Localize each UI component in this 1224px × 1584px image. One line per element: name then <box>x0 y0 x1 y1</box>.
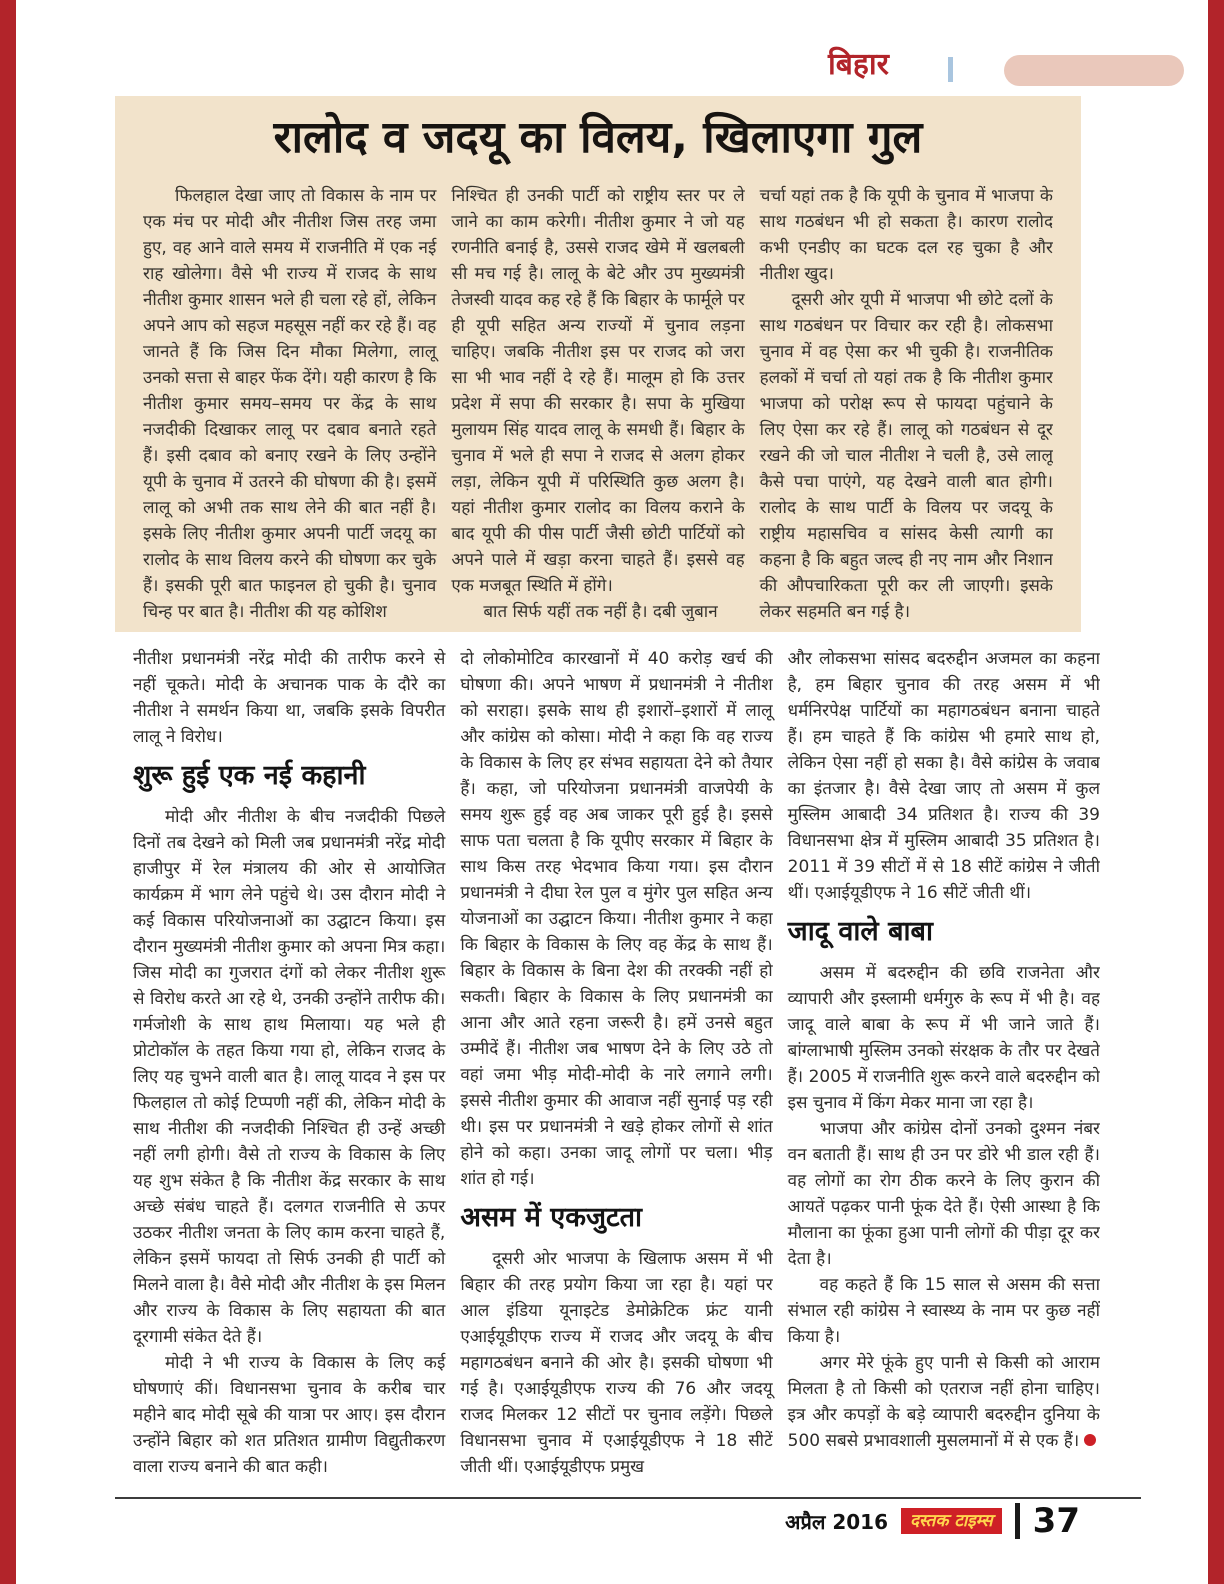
paragraph: वह कहते हैं कि 15 साल से असम की सत्ता संभाल रही कांग्रेस ने स्वास्थ्य के नाम पर कुछ नहीं किया है। <box>787 1275 1100 1348</box>
body-column-3 <box>788 646 1100 1482</box>
paragraph: मोदी और नीतीश के बीच नजदीकी पिछले दिनों तब देखने को मिली जब प्रधानमंत्री नरेंद्र मोदी हाजीपुर में रेल मंत्रालय की ओर से आयोजित कार्यक्रम में भाग लेने पहुंचे थे। उस दौरान मोदी ने कई विकास परियोजनाओं का उद्घाटन किया। इस दौरान मुख्यमंत्री नीतीश कुमार को अपना मित्र कहा। जिस मोदी का गुजरात दंगों को लेकर नीतीश शुरू से विरोध करते आ रहे थे, उनकी उन्होंने तारीफ की। गर्मजोशी के साथ हाथ मिलाया। यह भले ही प्रोटोकॉल के तहत किया गया हो, लेकिन राजद के लिए यह चुभने वाली बात है। लालू यादव ने इस पर फिलहाल तो कोई टिप्पणी नहीं की, लेकिन मोदी के साथ नीतीश की नजदीकी निश्चित ही उन्हें अच्छी नहीं लगी होगी। वैसे तो राज्य के विकास के लिए यह शुभ संकेत है कि नीतीश केंद्र सरकार के साथ अच्छे संबंध चाहते हैं। दलगत राजनीति से ऊपर उठकर नीतीश जनता के लिए काम करना चाहते हैं, लेकिन इसमें फायदा तो सिर्फ उनकी ही पार्टी को मिलने वाला है। वैसे मोदी और नीतीश के इस मिलन और राज्य के विकास के लिए सहायता की बात दूरगामी संकेत देते हैं। <box>133 807 446 1348</box>
footer-rule <box>115 1497 1141 1499</box>
paragraph: बात सिर्फ यहीं तक नहीं है। दबी जुबान <box>483 602 718 621</box>
article-end-dot-icon <box>1084 1434 1096 1446</box>
section-label: बिहार <box>828 47 889 82</box>
paragraph: नीतीश प्रधानमंत्री नरेंद्र मोदी की तारीफ करने से नहीं चूकते। मोदी के अचानक पाक के दौरे का नीतीश ने समर्थन किया था, जबकि इसके विपरीत लालू ने विरोध। <box>133 649 446 747</box>
footer-date: अप्रैल 2016 <box>785 1509 889 1534</box>
subheading: जादू वाले बाबा <box>787 916 933 947</box>
paragraph: भाजपा और कांग्रेस दोनों उनको दुश्मन नंबर वन बताती हैं। साथ ही उन पर डोरे भी डाल रही हैं। वह लोगों का रोग ठीक करने के लिए कुरान की आयतें पढ़कर पानी फूंक देते हैं। ऐसी आस्था है कि मौलाना का फूंका हुआ पानी लोगों की पीड़ा दूर कर देता है। <box>787 1119 1100 1270</box>
paragraph: दूसरी ओर भाजपा के खिलाफ असम में भी बिहार की तरह प्रयोग किया जा रहा है। यहां पर आल इंडिया यूनाइटेड डेमोक्रेटिक फ्रंट यानी एआईयूडीएफ राज्य में राजद और जदयू के बीच महागठबंधन बनाने की ओर है। इसकी घोषणा भी गई है। एआईयूडीएफ राज्य की 76 और जदयू राजद मिलकर 12 सीटों पर चुनाव लड़ेंगे। पिछले विधानसभा चुनाव में एआईयूडीएफ ने 18 सीटें जीती थीं। एआईयूडीएफ प्रमुख <box>460 1249 773 1478</box>
lead-story-box <box>115 96 1081 632</box>
subheading: असम में एकजुटता <box>460 1202 642 1233</box>
right-border-stripe <box>1208 0 1224 1584</box>
paragraph: चर्चा यहां तक है कि यूपी के चुनाव में भाजपा के साथ गठबंधन भी हो सकता है। कारण रालोद कभी एनडीए का घटक दल रह चुका है और नीतीश खुद। <box>759 186 1053 284</box>
body-columns <box>133 646 1100 1482</box>
page-number: 37 <box>1032 1501 1080 1541</box>
footer <box>115 1503 1080 1539</box>
article-headline: रालोद व जदयू का विलय, खिलाएगा गुल <box>273 112 923 163</box>
paragraph: फिलहाल देखा जाए तो विकास के नाम पर एक मंच पर मोदी और नीतीश जिस तरह जमा हुए, वह आने वाले समय में राजनीति में एक नई राह खोलेगा। वैसे भी राज्य में राजद के साथ नीतीश कुमार शासन भले ही चला रहे हों, लेकिन अपने आप को सहज महसूस नहीं कर रहे हैं। वह जानते हैं कि जिस दिन मौका मिलेगा, लालू उनको सत्ता से बाहर फेंक देंगे। यही कारण है कि नीतीश कुमार समय–समय पर केंद्र के साथ नजदीकी दिखाकर लालू पर दबाव बनाते रहते हैं। इसी दबाव को बनाए रखने के लिए उन्होंने यूपी के चुनाव में उतरने की घोषणा की है। इसमें लालू को अभी तक साथ लेने की बात नहीं है। इसके लिए नीतीश कुमार अपनी पार्टी जदयू का रालोद के साथ विलय करने की घोषणा कर चुके हैं। इसकी पूरी बात फाइनल हो चुकी है। चुनाव चिन्ह पर बात है। नीतीश की यह कोशिश <box>143 186 437 621</box>
lead-column-2 <box>451 183 744 621</box>
paragraph: मोदी ने भी राज्य के विकास के लिए कई घोषणाएं कीं। विधानसभा चुनाव के करीब चार महीने बाद मोदी सूबे की यात्रा पर आए। इस दौरान उन्होंने बिहार को शत प्रतिशत ग्रामीण विद्युतीकरण वाला राज्य बनाने की बात कही। <box>133 1353 446 1478</box>
paragraph: दूसरी ओर यूपी में भाजपा भी छोटे दलों के साथ गठबंधन पर विचार कर रही है। लोकसभा चुनाव में वह ऐसा कर भी चुकी है। राजनीतिक हलकों में चर्चा तो यहां तक है कि नीतीश कुमार भाजपा को परोक्ष रूप से फायदा पहुंचाने के लिए ऐसा कर रहे हैं। लालू को गठबंधन से दूर रखने की जो चाल नीतीश ने चली है, उसे लालू कैसे पचा पाएंगे, यह देखने वाली बात होगी। रालोद के साथ पार्टी के विलय पर जदयू के राष्ट्रीय महासचिव व सांसद केसी त्यागी का कहना है कि बहुत जल्द ही नए नाम और निशान की औपचारिकता पूरी कर ली जाएगी। इसके लेकर सहमति बन गई है। <box>759 290 1053 621</box>
header-tick-decoration <box>948 57 953 82</box>
lead-story-columns <box>143 183 1053 621</box>
lead-column-3 <box>760 183 1053 621</box>
paragraph: दो लोकोमोटिव कारखानों में 40 करोड़ खर्च की घोषणा की। अपने भाषण में प्रधानमंत्री ने नीतीश को सराहा। इसके साथ ही इशारों–इशारों में लालू और कांग्रेस को कोसा। मोदी ने कहा कि वह राज्य के विकास के लिए हर संभव सहायता देने को तैयार हैं। कहा, जो परियोजना प्रधानमंत्री वाजपेयी के समय शुरू हुई वह अब जाकर पूरी हुई है। इससे साफ पता चलता है कि यूपीए सरकार में बिहार के साथ किस तरह भेदभाव किया गया। इस दौरान प्रधानमंत्री ने दीघा रेल पुल व मुंगेर पुल सहित अन्य योजनाओं का उद्घाटन किया। नीतीश कुमार ने कहा कि बिहार के विकास के लिए वह केंद्र के साथ हैं। बिहार के विकास के बिना देश की तरक्की नहीं हो सकती। बिहार के विकास के लिए प्रधानमंत्री का आना और आते रहना जरूरी है। हमें उनसे बहुत उम्मीदें हैं। नीतीश जब भाषण देने के लिए उठे तो वहां जमा भीड़ मोदी-मोदी के नारे लगाने लगी। इससे नीतीश कुमार की आवाज नहीं सुनाई पड़ रही थी। इस पर प्रधानमंत्री ने खड़े होकर लोगों से शांत होने को कहा। उनका जादू लोगों पर चला। भीड़ शांत हो गई। <box>460 649 773 1189</box>
left-border-stripe <box>0 0 16 1584</box>
subheading: शुरू हुई एक नई कहानी <box>133 760 366 791</box>
footer-separator-bar <box>1015 1503 1020 1539</box>
paragraph: और लोकसभा सांसद बदरुद्दीन अजमल का कहना है, हम बिहार चुनाव की तरह असम में भी धर्मनिरपेक्ष पार्टियों का महागठबंधन बनाना चाहते हैं। हम चाहते हैं कि कांग्रेस भी हमारे साथ हो, लेकिन ऐसा नहीं हो सका है। वैसे कांग्रेस के जवाब का इंतजार है। वैसे देखा जाए तो असम में कुल मुस्लिम आबादी 34 प्रतिशत है। राज्य की 39 विधानसभा क्षेत्र में मुस्लिम आबादी 35 प्रतिशत है। 2011 में 39 सीटों में से 18 सीटें कांग्रेस ने जीती थीं। एआईयूडीएफ ने 16 सीटें जीती थीं। <box>787 649 1100 903</box>
header-pill-decoration <box>1004 55 1184 86</box>
body-column-1 <box>133 646 445 1482</box>
body-column-2 <box>460 646 772 1482</box>
paragraph: असम में बदरुद्दीन की छवि राजनेता और व्यापारी और इस्लामी धर्मगुरु के रूप में भी है। वह जादू वाले बाबा के रूप में भी जाने जाते हैं। बांग्लाभाषी मुस्लिम उनको संरक्षक के तौर पर देखते हैं। 2005 में राजनीति शुरू करने वाले बदरुद्दीन को इस चुनाव में किंग मेकर माना जा रहा है। <box>787 963 1100 1114</box>
paragraph: निश्चित ही उनकी पार्टी को राष्ट्रीय स्तर पर ले जाने का काम करेगी। नीतीश कुमार ने जो यह रणनीति बनाई है, उससे राजद खेमे में खलबली सी मच गई है। लालू के बेटे और उप मुख्यमंत्री तेजस्वी यादव कह रहे हैं कि बिहार के फार्मूले पर ही यूपी सहित अन्य राज्यों में चुनाव लड़ना चाहिए। जबकि नीतीश इस पर राजद को जरा सा भी भाव नहीं दे रहे हैं। मालूम हो कि उत्तर प्रदेश में सपा की सरकार है। सपा के मुखिया मुलायम सिंह यादव लालू के समधी हैं। बिहार के चुनाव में भले ही सपा ने राजद से अलग होकर लड़ा, लेकिन यूपी में परिस्थिति कुछ अलग है। यहां नीतीश कुमार रालोद का विलय कराने के बाद यूपी की पीस पार्टी जैसी छोटी पार्टियों को अपने पाले में खड़ा करना चाहते हैं। इससे वह एक मजबूत स्थिति में होंगे। <box>451 186 745 596</box>
lead-column-1 <box>143 183 436 621</box>
magazine-logo: दस्तक टाइम्स <box>901 1508 1002 1534</box>
paragraph: अगर मेरे फूंके हुए पानी से किसी को आराम मिलता है तो किसी को एतराज नहीं होना चाहिए। इत्र और कपड़ों के बड़े व्यापारी बदरुद्दीन दुनिया के 500 सबसे प्रभावशाली मुसलमानों में से एक हैं। <box>787 1353 1100 1452</box>
